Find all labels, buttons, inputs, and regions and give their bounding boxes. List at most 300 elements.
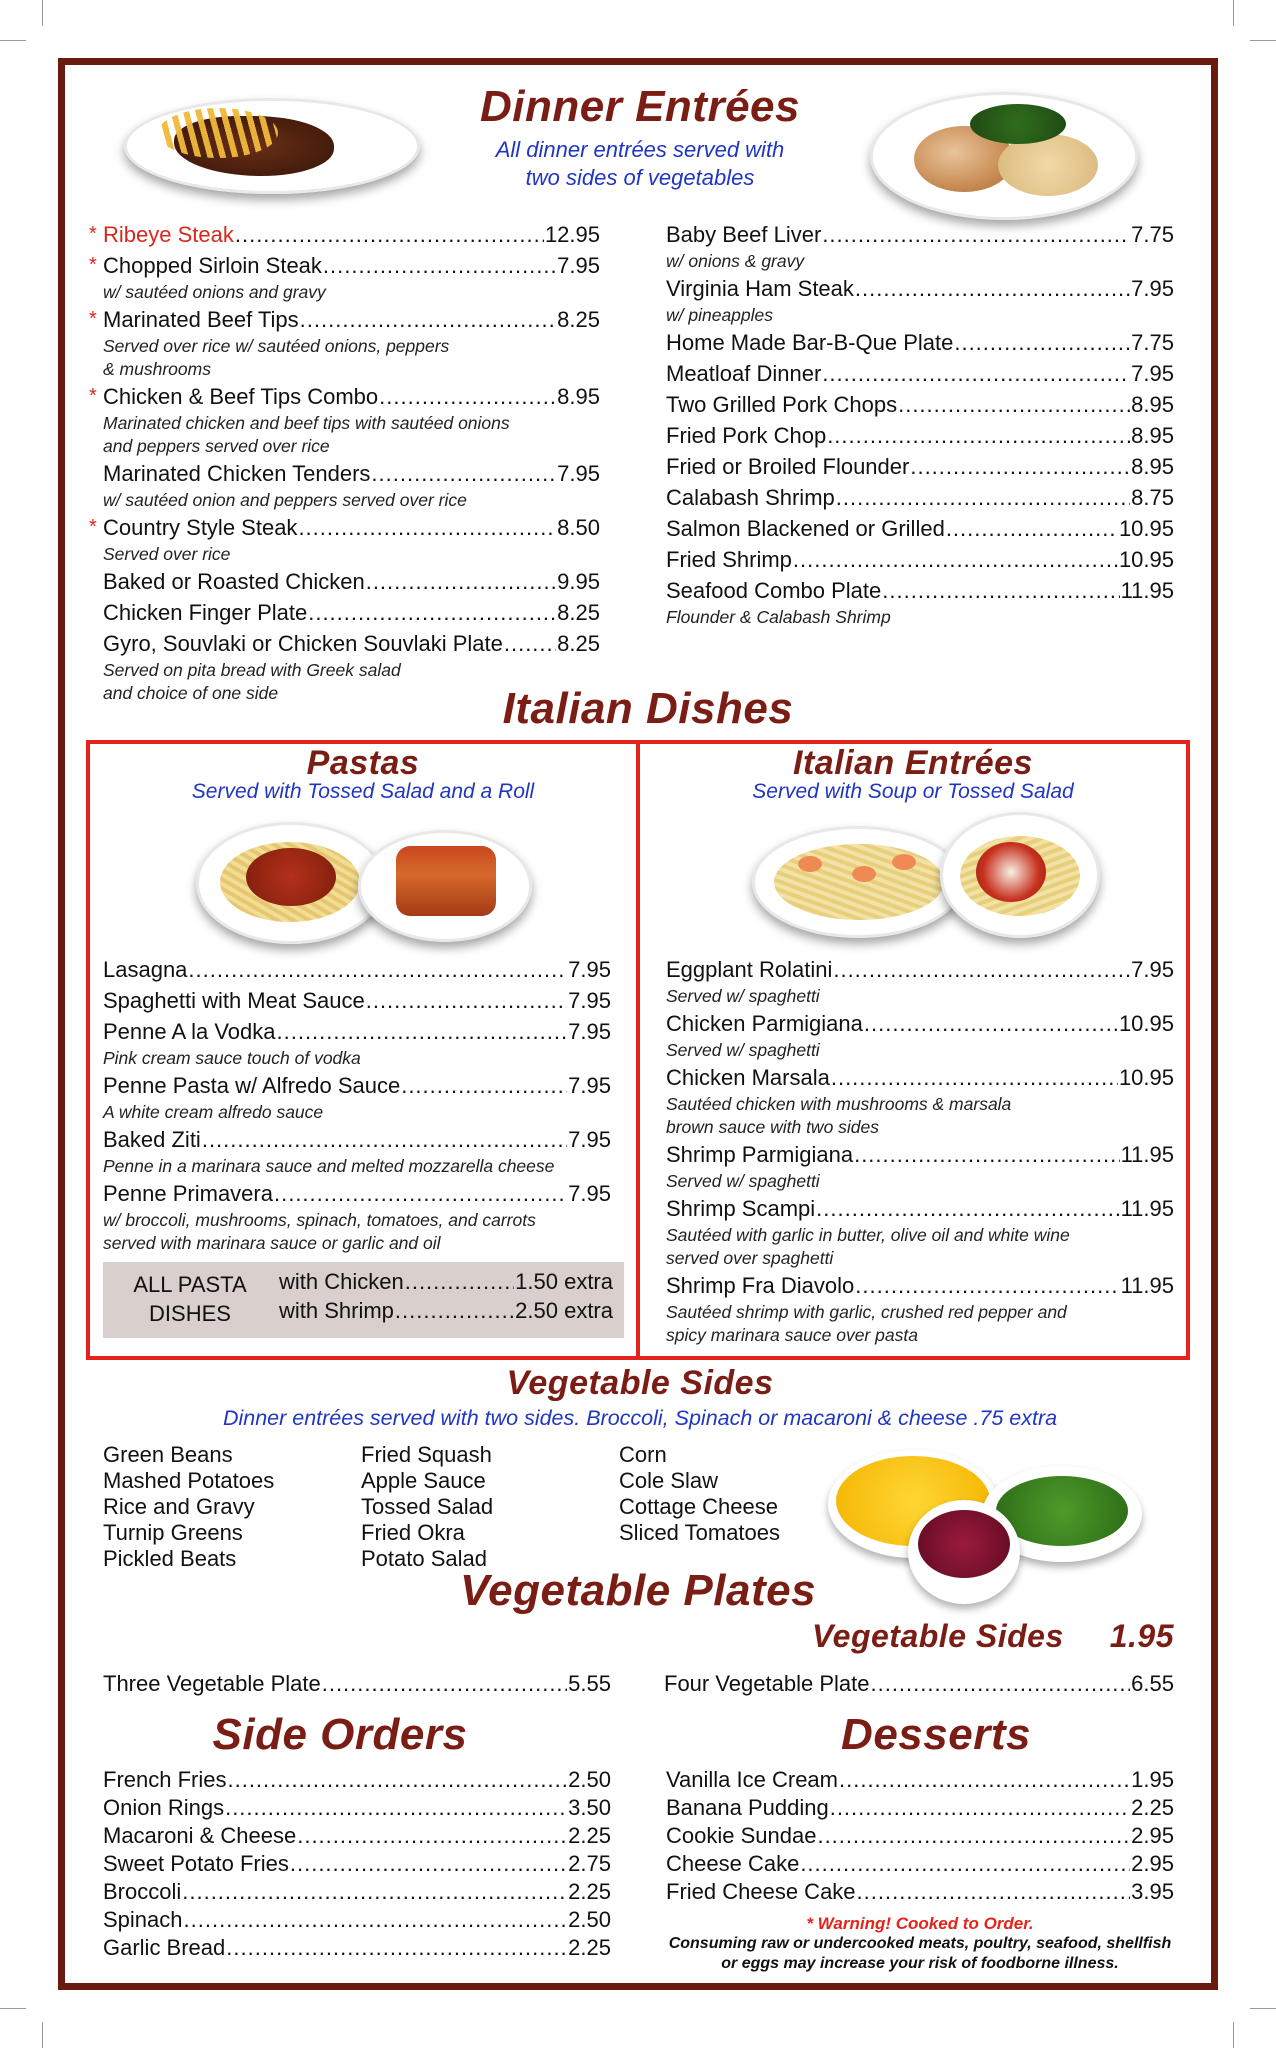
dot-leader: [836, 482, 1130, 513]
menu-item: [89, 219, 600, 250]
menu-item: [103, 1820, 611, 1851]
menu-item-name: Seafood Combo Plate: [666, 578, 882, 603]
pasta-extras-rows: [279, 1267, 613, 1325]
menu-item-price: 2.25: [568, 1879, 611, 1904]
menu-item-name: Shrimp Fra Diavolo: [666, 1273, 855, 1298]
italian-title: Italian Dishes: [502, 684, 794, 733]
dot-leader: [864, 1008, 1118, 1039]
crop-mark: [42, 2022, 43, 2048]
menu-item-row: [103, 1876, 611, 1907]
menu-item-price: 11.95: [1120, 578, 1174, 603]
menu-item-row: [666, 451, 1174, 482]
menu-item-name: Chicken Finger Plate: [103, 600, 308, 625]
menu-item-price: 7.95: [557, 253, 600, 278]
menu-item-row: [666, 420, 1174, 451]
menu-item-description: served with marinara sauce or garlic and oil: [103, 1233, 441, 1253]
dot-leader: [395, 1296, 514, 1325]
dinner-title: Dinner Entrées: [480, 82, 800, 131]
menu-item-price: 2.50: [568, 1907, 611, 1932]
dot-leader: [366, 985, 567, 1016]
menu-item-row: [666, 358, 1174, 389]
crop-mark: [42, 0, 43, 26]
menu-item-description: served over spaghetti: [666, 1248, 834, 1268]
menu-item-price: 7.95: [568, 1127, 611, 1152]
menu-item-price: 10.95: [1118, 1011, 1174, 1036]
dot-leader: [882, 575, 1119, 606]
menu-item-row: [666, 482, 1174, 513]
menu-item: [103, 1848, 611, 1879]
pastas-title: Pastas: [306, 744, 420, 782]
dot-leader: [827, 420, 1130, 451]
dot-leader: [401, 1070, 567, 1101]
menu-item-price: 8.25: [557, 600, 600, 625]
menu-item-row: [103, 1792, 611, 1823]
shrimp-pasta-plate-image: [752, 826, 964, 938]
menu-item-row: [666, 1139, 1174, 1170]
menu-item-row: [666, 219, 1174, 250]
menu-item-name: Fried or Broiled Flounder: [666, 454, 910, 479]
menu-item-row: [666, 575, 1174, 606]
menu-item-price: 7.95: [568, 1181, 611, 1206]
menu-item-row: [103, 1764, 611, 1795]
vegetable-side-item: Corn: [619, 1442, 667, 1467]
menu-item-name: Chopped Sirloin Steak: [103, 253, 322, 278]
dot-leader: [800, 1848, 1130, 1879]
menu-item-name: Calabash Shrimp: [666, 485, 835, 510]
sides-column-3: [619, 1442, 780, 1546]
menu-item-row: [666, 1062, 1174, 1093]
menu-item-price: 3.50: [568, 1795, 611, 1820]
menu-item-price: 7.95: [568, 1073, 611, 1098]
vegetable-plate-right: [664, 1668, 1174, 1699]
lasagna-plate-image: [358, 830, 532, 942]
menu-item-description: Served w/ spaghetti: [666, 986, 820, 1006]
dot-leader: [290, 1848, 567, 1879]
menu-item-name: Penne Primavera: [103, 1181, 273, 1206]
menu-item-name: Gyro, Souvlaki or Chicken Souvlaki Plate: [103, 631, 503, 656]
menu-item-price: 8.95: [557, 384, 600, 409]
dinner-subtitle-1: All dinner entrées served with: [495, 137, 785, 162]
menu-item-price: 10.95: [1118, 516, 1174, 541]
menu-item-description: Sautéed with garlic in butter, olive oil and white wine: [666, 1225, 1070, 1245]
menu-item-description: Pink cream sauce touch of vodka: [103, 1048, 361, 1068]
crop-mark: [1233, 2022, 1234, 2048]
pastas-subtitle: Served with Tossed Salad and a Roll: [191, 780, 535, 803]
menu-item: [666, 1820, 1174, 1851]
menu-item-price: 2.95: [1131, 1823, 1174, 1848]
italian-entrees-list: [666, 954, 1174, 1347]
menu-item: [103, 1124, 611, 1178]
dot-leader: [793, 544, 1118, 575]
menu-item-description: Served over rice: [103, 544, 231, 564]
italian-entrees-title: Italian Entrées: [793, 744, 1033, 782]
menu-item: [103, 458, 600, 512]
menu-item: [103, 1904, 611, 1935]
menu-item-description: Flounder & Calabash Shrimp: [666, 607, 891, 627]
vegetable-side-item: Cottage Cheese: [619, 1494, 778, 1519]
menu-item-row: [103, 1178, 611, 1209]
menu-item-description: w/ sautéed onions and gravy: [103, 282, 326, 302]
menu-item-price: 2.25: [568, 1935, 611, 1960]
menu-item-row: [666, 513, 1174, 544]
menu-item-description: and choice of one side: [103, 683, 279, 703]
menu-item-name: Virginia Ham Steak: [666, 276, 854, 301]
menu-item-price: 7.75: [1131, 222, 1174, 247]
menu-item: [666, 1848, 1174, 1879]
menu-item-name: Chicken Parmigiana: [666, 1011, 863, 1036]
dot-leader: [298, 512, 556, 543]
dot-leader: [225, 1792, 567, 1823]
menu-item-price: 8.95: [1131, 454, 1174, 479]
menu-item: [666, 482, 1174, 513]
menu-item-row: [103, 1124, 611, 1155]
menu-item-price: 8.25: [557, 631, 600, 656]
menu-item-name: Onion Rings: [103, 1795, 225, 1820]
crop-mark: [0, 40, 26, 41]
vegetable-sides-grid: [103, 1442, 843, 1576]
menu-item-row: [666, 1792, 1174, 1823]
vegetable-plate-row: [103, 1668, 611, 1699]
menu-item-row: [666, 1820, 1174, 1851]
dot-leader: [277, 1016, 568, 1047]
menu-item: [89, 512, 600, 566]
sides-column-1: [103, 1442, 274, 1572]
menu-item-price: 7.95: [568, 1019, 611, 1044]
menu-item-name: Ribeye Steak: [103, 222, 234, 247]
crop-mark: [0, 2008, 26, 2009]
menu-item-price: 8.95: [1131, 392, 1174, 417]
menu-item: [666, 420, 1174, 451]
menu-item-row: [89, 219, 600, 250]
parmigiana-plate-image: [940, 812, 1100, 938]
vegetable-side-item: Pickled Beats: [103, 1546, 237, 1571]
menu-item-row: [666, 954, 1174, 985]
menu-item: [103, 1070, 611, 1124]
menu-item-price: 11.95: [1120, 1196, 1174, 1221]
menu-item-name: Penne Pasta w/ Alfredo Sauce: [103, 1073, 401, 1098]
dot-leader: [184, 1904, 568, 1935]
menu-item-name: Lasagna: [103, 957, 188, 982]
menu-item-name: Three Vegetable Plate: [103, 1671, 321, 1696]
menu-item-name: Baked Ziti: [103, 1127, 201, 1152]
menu-item: [666, 954, 1174, 1008]
dot-leader: [366, 566, 556, 597]
pasta-extra-row: [279, 1296, 613, 1325]
menu-item-row: [103, 1932, 611, 1963]
menu-item-name: Sweet Potato Fries: [103, 1851, 289, 1876]
menu-item-name: French Fries: [103, 1767, 227, 1792]
menu-item-description: Served w/ spaghetti: [666, 1040, 820, 1060]
menu-item-price: 7.95: [568, 957, 611, 982]
menu-item: [666, 389, 1174, 420]
vegetable-plate-row: [664, 1668, 1174, 1699]
menu-item-row: [666, 1848, 1174, 1879]
menu-item-name: Home Made Bar-B-Que Plate: [666, 330, 954, 355]
menu-item: [89, 381, 600, 458]
menu-item-name: Garlic Bread: [103, 1935, 226, 1960]
menu-item-description: Sautéed shrimp with garlic, crushed red pepper and: [666, 1302, 1067, 1322]
menu-item-price: 10.95: [1118, 547, 1174, 572]
pasta-extra-row: [279, 1267, 613, 1296]
menu-item-name: Four Vegetable Plate: [664, 1671, 870, 1696]
menu-item-price: 11.95: [1120, 1273, 1174, 1298]
dot-leader: [822, 219, 1130, 250]
menu-item-name: Macaroni & Cheese: [103, 1823, 297, 1848]
menu-item-name: Broccoli: [103, 1879, 182, 1904]
pasta-extras-label-2: DISHES: [149, 1301, 231, 1326]
menu-item-price: 12.95: [544, 222, 600, 247]
warning-title: * Warning! Cooked to Order.: [806, 1914, 1034, 1933]
menu-item-row: [666, 1193, 1174, 1224]
menu-item-price: 8.25: [557, 307, 600, 332]
vegetable-side-item: Fried Squash: [361, 1442, 492, 1467]
vegetable-side-item: Tossed Salad: [361, 1494, 494, 1519]
menu-item-name: Marinated Chicken Tenders: [103, 461, 371, 486]
menu-item: [666, 513, 1174, 544]
menu-item: [666, 1792, 1174, 1823]
crop-mark: [1233, 0, 1234, 26]
menu-item-row: [103, 1070, 611, 1101]
star-marker: *: [89, 254, 97, 276]
dot-leader: [816, 1193, 1119, 1224]
menu-item-row: [103, 1848, 611, 1879]
menu-item-row: [666, 1764, 1174, 1795]
dot-leader: [830, 1792, 1130, 1823]
menu-item-row: [666, 544, 1174, 575]
vegetable-side-item: Turnip Greens: [103, 1520, 243, 1545]
menu-item-name: Chicken Marsala: [666, 1065, 830, 1090]
menu-item-description: Penne in a marinara sauce and melted mozzarella cheese: [103, 1156, 555, 1176]
menu-item-name: Chicken & Beef Tips Combo: [103, 384, 379, 409]
vegetable-plates-title: Vegetable Plates: [459, 1566, 817, 1615]
menu-item-description: w/ pineapples: [666, 305, 774, 325]
menu-item-description: Served on pita bread with Greek salad: [103, 660, 401, 680]
menu-item-row: [89, 250, 600, 281]
menu-item-name: Salmon Blackened or Grilled: [666, 516, 945, 541]
vegetable-sides-subtitle: Dinner entrées served with two sides. Broccoli, Spinach or macaroni & cheese .75 extra: [222, 1406, 1058, 1430]
menu-item: [666, 273, 1174, 327]
menu-item-price: 5.55: [568, 1671, 611, 1696]
menu-item-price: 6.55: [1131, 1671, 1174, 1696]
dot-leader: [954, 327, 1130, 358]
star-marker: *: [89, 223, 97, 245]
menu-item-row: [103, 566, 600, 597]
menu-item-price: 11.95: [1120, 1142, 1174, 1167]
dot-leader: [297, 1820, 567, 1851]
dot-leader: [405, 1267, 514, 1296]
menu-item-row: [103, 458, 600, 489]
crop-mark: [1250, 2008, 1276, 2009]
dot-leader: [274, 1178, 567, 1209]
menu-item-name: Country Style Steak: [103, 515, 298, 540]
menu-item-price: 10.95: [1118, 1065, 1174, 1090]
dot-leader: [839, 1764, 1130, 1795]
dot-leader: [910, 451, 1130, 482]
side-orders-list: [103, 1764, 611, 1960]
menu-item-description: and peppers served over rice: [103, 436, 330, 456]
menu-item-row: [103, 1820, 611, 1851]
menu-item-price: 7.95: [568, 988, 611, 1013]
dot-leader: [946, 513, 1118, 544]
vegetable-side-item: Sliced Tomatoes: [619, 1520, 781, 1545]
dot-leader: [855, 1270, 1119, 1301]
menu-item-row: [89, 304, 600, 335]
menu-item-price: 7.95: [1131, 957, 1174, 982]
menu-item-description: w/ onions & gravy: [666, 251, 805, 271]
menu-item: [103, 985, 611, 1016]
menu-item: [89, 250, 600, 304]
menu-item: [666, 1270, 1174, 1347]
menu-item-name: Penne A la Vodka: [103, 1019, 276, 1044]
extra-name: with Shrimp: [279, 1298, 394, 1323]
desserts-list: [666, 1764, 1174, 1904]
menu-item-description: Served w/ spaghetti: [666, 1171, 820, 1191]
menu-item: [103, 1876, 611, 1907]
vegetable-side-item: Mashed Potatoes: [103, 1468, 275, 1493]
pasta-extras-box: [103, 1262, 624, 1338]
pasta-extras-label-1: ALL PASTA: [133, 1272, 247, 1297]
dot-leader: [300, 304, 557, 335]
dot-leader: [504, 628, 556, 659]
menu-item-price: 2.75: [568, 1851, 611, 1876]
menu-item-description: Sautéed chicken with mushrooms & marsala: [666, 1094, 1012, 1114]
crop-mark: [1250, 40, 1276, 41]
menu-item: [666, 575, 1174, 629]
vegetable-side-item: Apple Sauce: [361, 1468, 486, 1493]
italian-entrees-subtitle: Served with Soup or Tossed Salad: [752, 780, 1074, 803]
dot-leader: [322, 1668, 567, 1699]
dot-leader: [831, 1062, 1118, 1093]
vegetable-sides-price: 1.95: [1109, 1618, 1174, 1654]
desserts-title: Desserts: [841, 1710, 1031, 1759]
dot-leader: [308, 597, 556, 628]
menu-item: [666, 1193, 1174, 1270]
menu-item: [103, 597, 600, 628]
menu-item-name: Baked or Roasted Chicken: [103, 569, 365, 594]
menu-item-name: Fried Pork Chop: [666, 423, 827, 448]
star-marker: *: [89, 516, 97, 538]
menu-item-price: 8.50: [557, 515, 600, 540]
menu-item-row: [666, 327, 1174, 358]
menu-item: [666, 1139, 1174, 1193]
dot-leader: [855, 273, 1130, 304]
menu-item-name: Marinated Beef Tips: [103, 307, 299, 332]
star-marker: *: [89, 385, 97, 407]
dot-leader: [870, 1668, 1130, 1699]
menu-item-row: [666, 1008, 1174, 1039]
menu-item-row: [666, 1270, 1174, 1301]
menu-item-price: 2.95: [1131, 1851, 1174, 1876]
menu-item-name: Shrimp Scampi: [666, 1196, 816, 1221]
menu-item-description: w/ broccoli, mushrooms, spinach, tomatoes, and carrots: [103, 1210, 536, 1230]
vegetable-plate-left: [103, 1668, 611, 1699]
dot-leader: [235, 219, 544, 250]
vegetable-side-item: Cole Slaw: [619, 1468, 719, 1493]
menu-item-price: 9.95: [557, 569, 600, 594]
menu-item-row: [103, 954, 611, 985]
dot-leader: [898, 389, 1130, 420]
chicken-plate-image: [870, 92, 1138, 220]
menu-item-name: Vanilla Ice Cream: [666, 1767, 838, 1792]
dinner-subtitle-2: two sides of vegetables: [525, 165, 755, 190]
menu-item-name: Cheese Cake: [666, 1851, 800, 1876]
menu-item-price: 7.95: [1131, 276, 1174, 301]
menu-item-description: w/ sautéed onion and peppers served over rice: [103, 490, 467, 510]
menu-item-name: Cookie Sundae: [666, 1823, 817, 1848]
menu-item-name: Fried Cheese Cake: [666, 1879, 856, 1904]
menu-item: [666, 1062, 1174, 1139]
dot-leader: [226, 1932, 567, 1963]
menu-item-name: Meatloaf Dinner: [666, 361, 822, 386]
menu-item-description: Marinated chicken and beef tips with sautéed onions: [103, 413, 510, 433]
warning-line-1: Consuming raw or undercooked meats, poultry, seafood, shellfish: [668, 1935, 1172, 1952]
pastas-list: [103, 954, 611, 1255]
vegetable-side-item: Fried Okra: [361, 1520, 465, 1545]
menu-item-row: [103, 1904, 611, 1935]
menu-item: [103, 1932, 611, 1963]
menu-item: [89, 304, 600, 381]
vegetable-side-item: Potato Salad: [361, 1546, 487, 1571]
menu-item-row: [89, 512, 600, 543]
menu-item-description: spicy marinara sauce over pasta: [666, 1325, 918, 1345]
menu-item: [103, 954, 611, 985]
menu-item-name: Banana Pudding: [666, 1795, 829, 1820]
menu-item-price: 1.95: [1131, 1767, 1174, 1792]
extra-price: 1.50 extra: [515, 1269, 613, 1294]
extra-price: 2.50 extra: [515, 1298, 613, 1323]
menu-item-name: Spinach: [103, 1907, 183, 1932]
dinner-left-list: [89, 219, 600, 705]
dot-leader: [379, 381, 556, 412]
menu-item-name: Spaghetti with Meat Sauce: [103, 988, 365, 1013]
dot-leader: [323, 250, 556, 281]
beets-bowl-image: [908, 1500, 1020, 1604]
vegetable-side-item: Rice and Gravy: [103, 1494, 255, 1519]
dot-leader: [188, 954, 567, 985]
menu-item-row: [103, 597, 600, 628]
star-marker: *: [89, 308, 97, 330]
menu-item-description: brown sauce with two sides: [666, 1117, 880, 1137]
menu-item-price: 2.50: [568, 1767, 611, 1792]
menu-item-description: A white cream alfredo sauce: [103, 1102, 324, 1122]
menu-item-name: Two Grilled Pork Chops: [666, 392, 898, 417]
menu-item: [666, 1764, 1174, 1795]
dot-leader: [371, 458, 556, 489]
menu-item-description: Served over rice w/ sautéed onions, peppers: [103, 336, 450, 356]
menu-item-price: 3.95: [1131, 1879, 1174, 1904]
menu-item: [103, 566, 600, 597]
dinner-right-list: [666, 219, 1174, 629]
menu-item: [666, 327, 1174, 358]
menu-item: [103, 1178, 611, 1255]
menu-item: [103, 1016, 611, 1070]
dot-leader: [854, 1139, 1120, 1170]
menu-item-row: [666, 389, 1174, 420]
dot-leader: [817, 1820, 1130, 1851]
menu-item-price: 7.95: [1131, 361, 1174, 386]
menu-item-price: 7.75: [1131, 330, 1174, 355]
menu-item-row: [103, 1016, 611, 1047]
menu-item: [666, 1008, 1174, 1062]
sides-column-2: [361, 1442, 493, 1572]
menu-item-row: [666, 273, 1174, 304]
menu-item-price: 2.25: [1131, 1795, 1174, 1820]
menu-item: [103, 1792, 611, 1823]
vegetable-side-item: Green Beans: [103, 1442, 233, 1467]
menu-item-row: [666, 1876, 1174, 1907]
dot-leader: [182, 1876, 567, 1907]
steak-plate-image: [124, 98, 420, 194]
